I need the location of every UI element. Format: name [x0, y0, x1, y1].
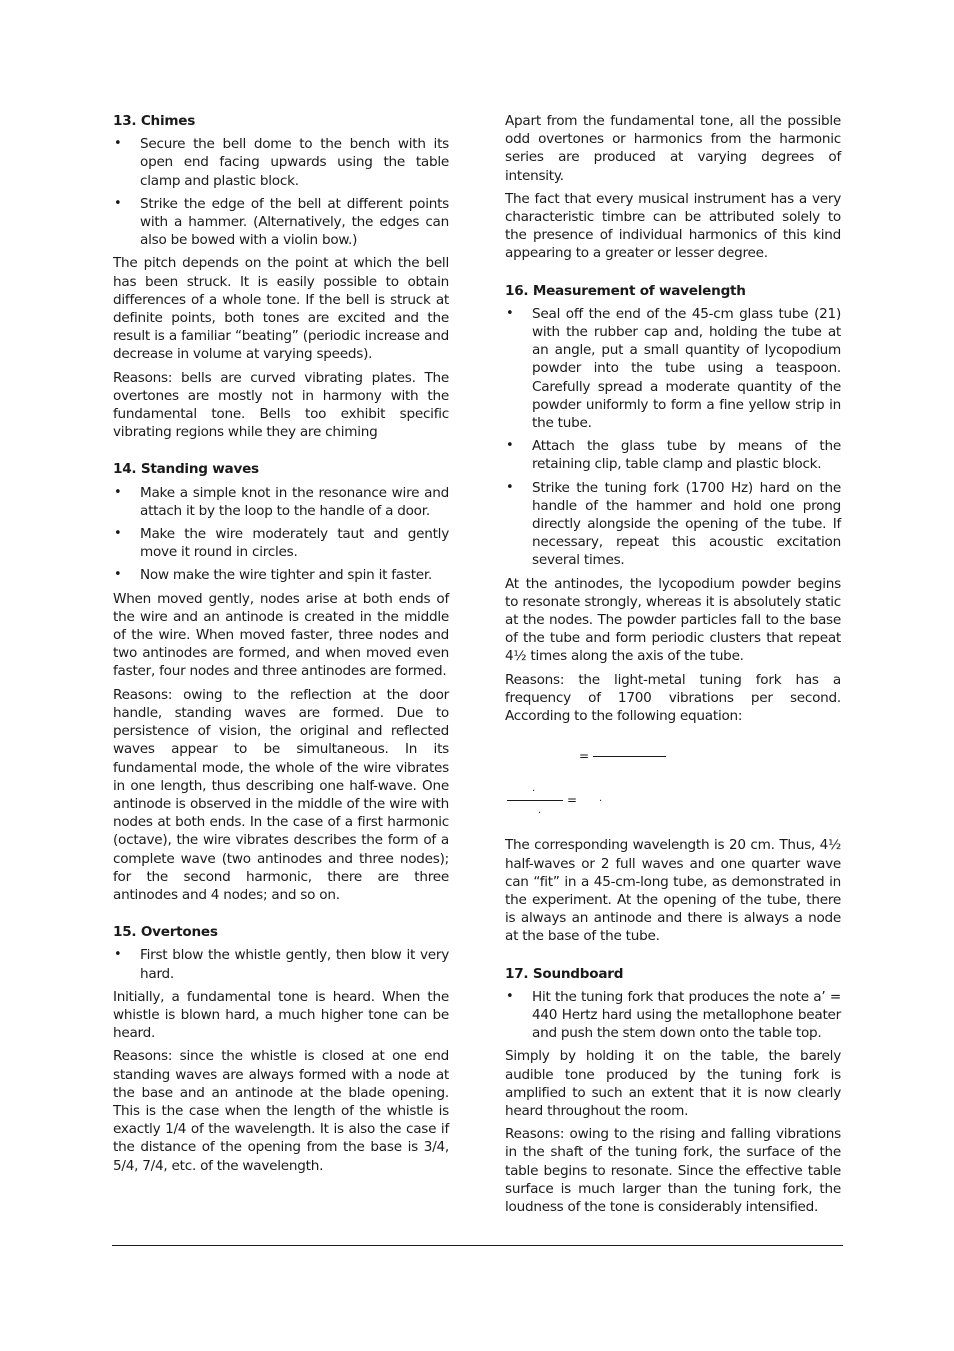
paragraph: Reasons: owing to the reflection at the door handle, standing waves are formed. Due to persistence of vision, the original and reflected waves appear to be simultaneous. In its fundamental mode, the whole of the wire vibrates in one length, thus describing one half-wave. One antinode is observed in the middle of the wire with nodes at both ends. In the case of a first harmonic (octave), the wire vibrates describes the form of a complete wave (two antinodes and three nodes); for the second harmonic, there are three antinodes and 4 nodes; and so on. — [113, 686, 449, 903]
equation-dot: . — [538, 805, 541, 817]
list-item: • Hit the tuning fork that produces the note a’ = 440 Hertz hard using the metallophone beater and push the stem down onto the table top. — [505, 988, 841, 1043]
paragraph: Reasons: since the whistle is closed at one end standing waves are always formed with a node at the base and an antinode at the blade opening. This is the case when the length of the whistle is exactly 1/4 of the wavelength. It is also the case if the distance of the opening from the base is 3/4, 5/4, 7/4, etc. of the wavelength. — [113, 1048, 449, 1174]
list-item: • Secure the bell dome to the bench with its open end facing upwards using the table clamp and plastic block. — [113, 135, 449, 190]
equals-sign: = — [567, 793, 577, 808]
paragraph: At the antinodes, the lycopodium powder begins to resonate strongly, whereas it is absolutely static at the nodes. The powder particles fall to the base of the tube and form periodic clusters that repeat 4½ times along the axis of the tube. — [505, 575, 841, 665]
fraction-bar — [593, 756, 666, 757]
equation-dot: . — [532, 783, 535, 795]
paragraph: Reasons: bells are curved vibrating plates. The overtones are mostly not in harmony with the fundamental tone. Bells too exhibit specific vibrating regions while they are chiming — [113, 369, 449, 441]
paragraph: When moved gently, nodes arise at both ends of the wire and an antinode is created in the middle of the wire. When moved faster, three nodes and two antinodes are formed, and when moved even faster, four nodes and three antinodes are formed. — [113, 590, 449, 680]
paragraph: Simply by holding it on the table, the barely audible tone produced by the tuning fork is amplified to such an extent that it is now clearly heard throughout the room. — [505, 1048, 841, 1119]
list-item: • Strike the tuning fork (1700 Hz) hard on the handle of the hammer and hold one prong directly alongside the opening of the tube. If necessary, repeat this acoustic excitation several times. — [505, 479, 841, 570]
bullet-list-standing-waves — [113, 484, 449, 585]
list-item: • Strike the edge of the bell at different points with a hammer. (Alternatively, the edges can also be bowed with a violin bow.) — [113, 195, 449, 250]
section-heading-standing-waves: 14. Standing waves — [113, 461, 259, 478]
paragraph: The corresponding wavelength is 20 cm. Thus, 4½ half-waves or 2 full waves and one quarter wave can “fit” in a 45-cm-long tube, as demonstrated in the experiment. At the opening of the tube, there is always an antinode and there is always a node at the base of the tube. — [505, 837, 841, 945]
list-item: • Now make the wire tighter and spin it faster. — [113, 566, 449, 584]
bullet-list-chimes — [113, 135, 449, 249]
wavelength-equation — [505, 730, 841, 830]
left-column — [113, 112, 449, 1180]
footer-divider — [112, 1245, 843, 1246]
section-heading-wavelength: 16. Measurement of wavelength — [505, 282, 746, 299]
list-item: • First blow the whistle gently, then blow it very hard. — [113, 946, 449, 982]
bullet-list-soundboard — [505, 988, 841, 1043]
right-column — [505, 112, 841, 1221]
list-item: • Attach the glass tube by means of the retaining clip, table clamp and plastic block. — [505, 437, 841, 473]
section-heading-overtones: 15. Overtones — [113, 924, 218, 941]
equation-dot: . — [599, 793, 602, 805]
list-item: • Make the wire moderately taut and gently move it round in circles. — [113, 525, 449, 561]
paragraph: Reasons: owing to the rising and falling vibrations in the shaft of the tuning fork, the surface of the table begins to resonate. Since the effective table surface is much larger than the tuning fork, the loudness of the tone is considerably intensified. — [505, 1126, 841, 1215]
bullet-list-overtones — [113, 946, 449, 982]
bullet-list-wavelength — [505, 305, 841, 570]
fraction-bar — [507, 800, 563, 801]
list-item: • Make a simple knot in the resonance wire and attach it by the loop to the handle of a door. — [113, 484, 449, 520]
paragraph: Apart from the fundamental tone, all the possible odd overtones or harmonics from the harmonic series are produced at varying degrees of intensity. — [505, 113, 841, 184]
paragraph: Reasons: the light-metal tuning fork has a frequency of 1700 vibrations per second. According to the following equation: — [505, 671, 841, 725]
paragraph: The pitch depends on the point at which the bell has been struck. It is easily possible to obtain differences of a whole tone. If the bell is struck at definite points, both tones are excited and the result is a familiar “beating” (periodic increase and decrease in volume at varying speeds). — [113, 255, 449, 363]
paragraph: Initially, a fundamental tone is heard. When the whistle is blown hard, a much higher tone can be heard. — [113, 988, 449, 1042]
list-item: • Seal off the end of the 45-cm glass tube (21) with the rubber cap and, holding the tube at an angle, put a small quantity of lycopodium powder into the tube using a teaspoon. Carefully spread a moderate quantity of the powder uniformly to form a fine yellow strip in the tube. — [505, 305, 841, 432]
paragraph: The fact that every musical instrument has a very characteristic timbre can be attributed solely to the presence of individual harmonics of this kind appearing to a greater or lesser degree. — [505, 190, 841, 262]
section-heading-chimes: 13. Chimes — [113, 113, 196, 129]
section-heading-soundboard: 17. Soundboard — [505, 965, 624, 982]
equals-sign: = — [579, 749, 589, 764]
